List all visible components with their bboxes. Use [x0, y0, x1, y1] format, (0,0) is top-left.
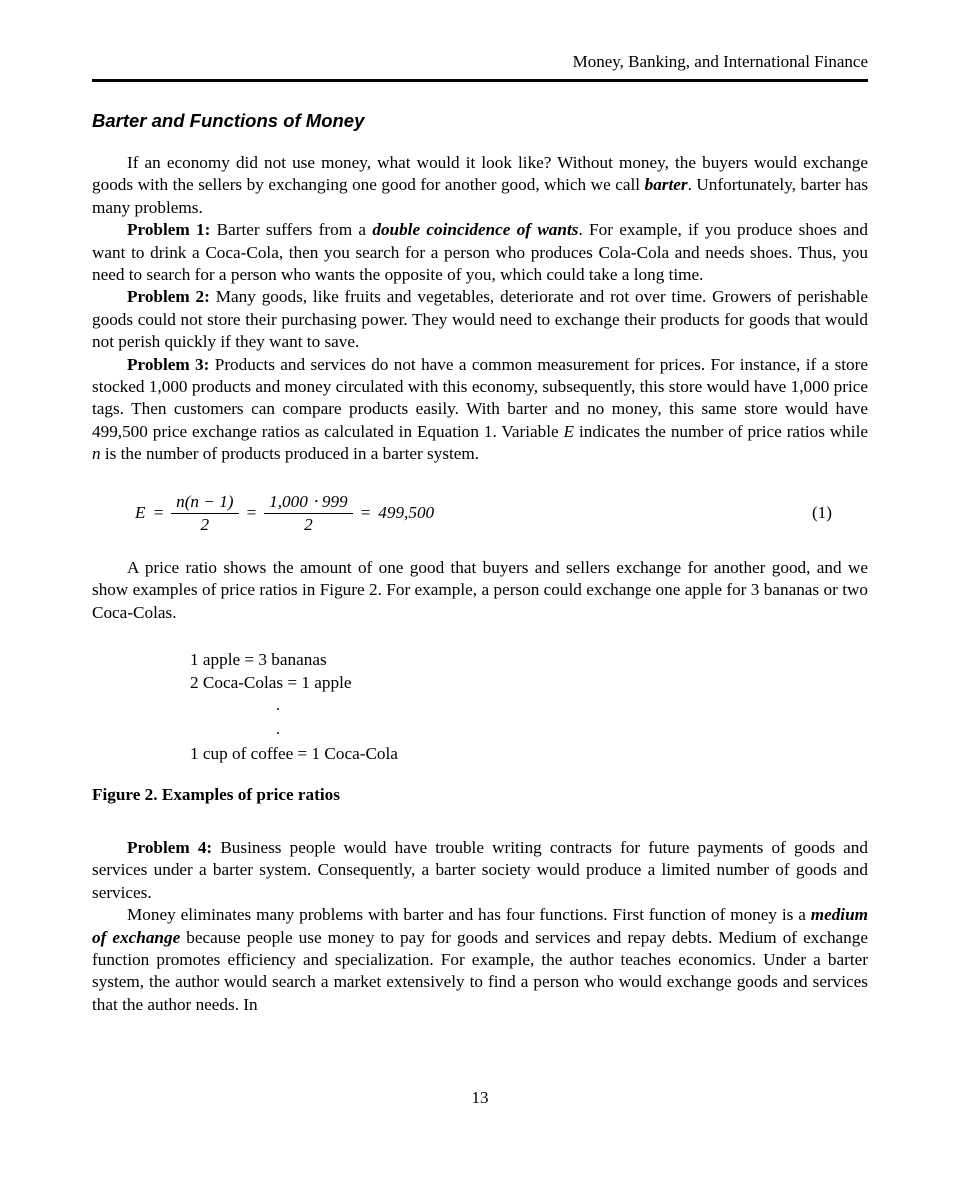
page-number: 13 — [471, 1088, 489, 1107]
section-title: Barter and Functions of Money — [92, 110, 365, 131]
equals-sign: = — [152, 503, 165, 523]
running-header-title: Money, Banking, and International Finance — [572, 52, 868, 71]
fraction-numerator: n(n − 1) — [171, 492, 238, 514]
figure-2 — [190, 648, 868, 765]
paragraph-problem-3: Problem 3: Products and services do not have a common measurement for prices. For instance, if a store stocked 1,000 products and money circulated with this economy, subsequently, this store would have 1,000 price tags. Then customers can compare products easily. With barter and no money, this same store would have 499,500 price exchange ratios as calculated in Equation 1. Variable E indicates the number of price ratios while n is the number of products produced in a barter system. — [92, 354, 868, 464]
equation-result: 499,500 — [378, 503, 435, 523]
fraction-denominator: 2 — [200, 514, 210, 534]
fraction-denominator: 2 — [304, 514, 313, 534]
price-ratio-example: 1 cup of coffee = 1 Coca-Cola — [190, 743, 398, 763]
paragraph-money-functions: Money eliminates many problems with barter and has four functions. First function of money is a medium of exchange because people use money to pay for goods and services and repay debts. Medium of exchange function promotes efficiency and specialization. For example, the author teaches economics. Under a barter system, the author would search a market extensively to find a person who would exchange goods and services that the author needs. In — [92, 905, 868, 1014]
equals-sign: = — [245, 503, 258, 523]
ellipsis-dot: . — [276, 720, 280, 738]
price-ratio-example: 2 Coca-Colas = 1 apple — [190, 672, 352, 692]
equation-1 — [92, 492, 868, 535]
running-header — [92, 52, 868, 82]
equals-sign: = — [359, 503, 372, 523]
paragraph-problem-4: Problem 4: Business people would have trouble writing contracts for future payments of goods and services under a barter system. Consequently, a barter society would produce a limited number of goods and services. — [92, 837, 868, 902]
figure-caption: Figure 2. Examples of price ratios — [92, 784, 340, 804]
price-ratio-example: 1 apple = 3 bananas — [190, 649, 327, 669]
equation-fraction-numeric — [264, 492, 353, 535]
fraction-numerator: 1,000 ⋅ 999 — [264, 492, 353, 514]
equation-variable: E — [135, 503, 146, 523]
equation-number: (1) — [811, 503, 832, 523]
paragraph-price-ratio: A price ratio shows the amount of one good that buyers and sellers exchange for another good, and we show examples of price ratios in Figure 2. For example, a person could exchange one apple for 3 bananas or two Coca-Colas. — [92, 557, 868, 622]
equation-fraction-symbolic — [171, 492, 238, 535]
ellipsis-dot: . — [276, 696, 280, 714]
paragraph-intro: If an economy did not use money, what would it look like? Without money, the buyers would exchange goods with the sellers by exchanging one good for another good, which we call barter. Unfortunately, barter has many problems. — [92, 153, 869, 217]
paragraph-problem-2: Problem 2: Many goods, like fruits and vegetables, deteriorate and rot over time. Growers of perishable goods could not store their purchasing power. They would need to exchange their products for goods that would not perish quickly if they want to save. — [92, 287, 868, 352]
paragraph-problem-1: Problem 1: Barter suffers from a double coincidence of wants. For example, if you produce shoes and want to drink a Coca-Cola, then you search for a person who produces Cola-Cola and needs shoes. Thus, you need to search for a person who wants the opposite of you, which could take a long time. — [92, 220, 868, 285]
